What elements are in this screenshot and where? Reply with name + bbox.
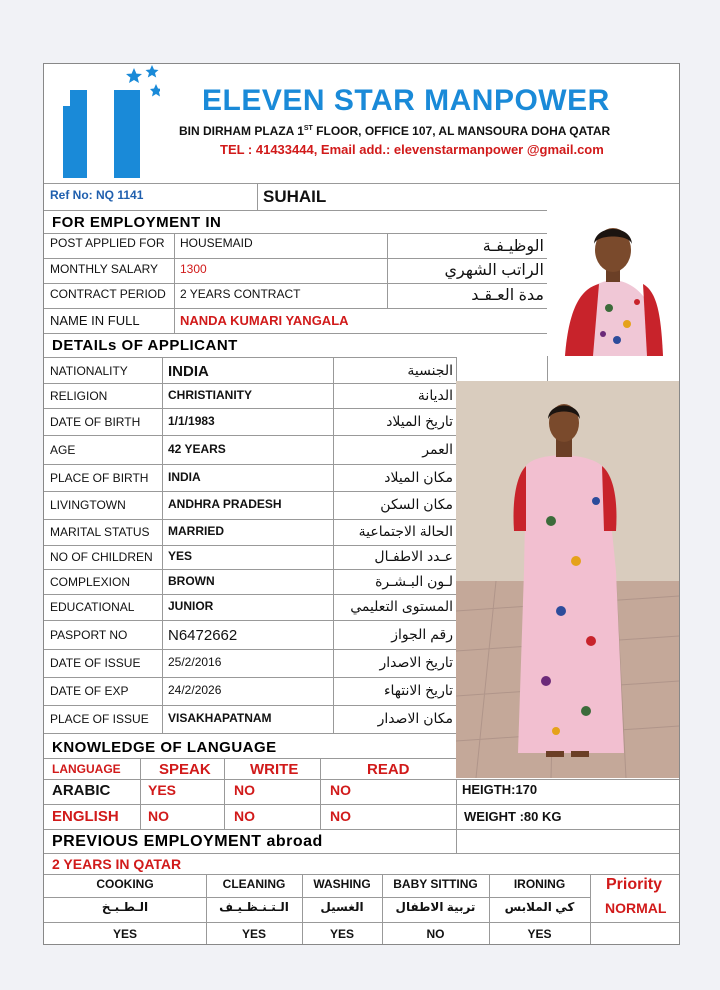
detail-label: DATE OF ISSUE xyxy=(50,656,141,670)
detail-label: RELIGION xyxy=(50,388,108,403)
detail-label: DATE OF BIRTH xyxy=(50,414,141,429)
detail-label-ar: تاريخ الاصدار xyxy=(379,654,453,670)
skill-name-ar: الـطـبـخ xyxy=(101,900,149,914)
detail-label-ar: الديانة xyxy=(417,386,453,403)
detail-value: VISAKHAPATNAM xyxy=(168,711,272,725)
company-logo xyxy=(50,64,160,182)
skill-value: YES xyxy=(241,927,266,941)
detail-label-ar: لـون البـشـرة xyxy=(375,572,453,589)
skill-name-ar: تربية الاطفال xyxy=(395,900,476,914)
detail-label-ar: مكان الاصدار xyxy=(377,710,453,726)
contract-label-ar: مدة العـقـد xyxy=(471,287,544,304)
contract-label: CONTRACT PERIOD xyxy=(50,287,166,301)
height-value: HEIGTH:170 xyxy=(462,782,538,797)
detail-label: PLACE OF BIRTH xyxy=(50,470,149,485)
lang-arabic: ARABIC xyxy=(52,782,111,799)
language-title: KNOWLEDGE OF LANGUAGE xyxy=(52,739,277,756)
detail-label-ar: الجنسية xyxy=(407,361,453,378)
skill-name: CLEANING xyxy=(222,877,286,891)
lang-english: ENGLISH xyxy=(52,808,119,825)
detail-value: 24/2/2026 xyxy=(168,683,222,697)
detail-label: EDUCATIONAL xyxy=(50,600,135,614)
company-address: BIN DIRHAM PLAZA 1ST FLOOR, OFFICE 107, AL MANSOURA DOHA QATAR xyxy=(179,124,611,138)
applicant-short-name: SUHAIL xyxy=(263,187,327,206)
company-contact: TEL : 41433444, Email add.: elevenstarmanpower @gmail.com xyxy=(220,142,604,157)
detail-label-ar: تاريخ الميلاد xyxy=(386,412,453,429)
salary-value: 1300 xyxy=(180,262,207,276)
lang-header-speak: SPEAK xyxy=(159,761,211,778)
detail-value: N6472662 xyxy=(168,626,238,644)
star-icon xyxy=(150,84,160,97)
skill-name: IRONING xyxy=(513,877,566,891)
detail-value: JUNIOR xyxy=(168,599,214,613)
detail-label: COMPLEXION xyxy=(50,574,131,589)
skill-value: YES xyxy=(527,927,552,941)
passport-photo xyxy=(547,184,679,356)
post-label: POST APPLIED FOR xyxy=(50,236,165,250)
star-icon xyxy=(126,68,142,83)
detail-label: PASPORT NO xyxy=(50,627,128,642)
detail-label-ar: الحالة الاجتماعية xyxy=(358,523,453,539)
priority-value: NORMAL xyxy=(605,900,667,916)
fullname-value: NANDA KUMARI YANGALA xyxy=(180,313,349,328)
ref-number: Ref No: NQ 1141 xyxy=(50,188,144,202)
detail-label: AGE xyxy=(50,442,76,457)
full-body-photo xyxy=(456,381,679,778)
detail-value: 25/2/2016 xyxy=(168,655,222,669)
details-title: DETAILs OF APPLICANT xyxy=(52,337,238,354)
skill-value: NO xyxy=(426,927,445,941)
detail-label: DATE OF EXP xyxy=(50,684,129,698)
lang-arabic-write: NO xyxy=(234,782,255,798)
detail-label: PLACE OF ISSUE xyxy=(50,712,149,726)
post-value: HOUSEMAID xyxy=(180,236,253,250)
detail-label-ar: تاريخ الانتهاء xyxy=(383,682,453,698)
detail-label: LIVINGTOWN xyxy=(50,498,126,512)
detail-label-ar: المستوى التعليمي xyxy=(350,598,453,614)
lang-english-speak: NO xyxy=(148,808,169,824)
skill-name: COOKING xyxy=(96,877,154,891)
detail-label-ar: رقم الجواز xyxy=(391,625,453,642)
detail-label-ar: مكان السكن xyxy=(380,496,453,512)
detail-label: NO OF CHILDREN xyxy=(50,550,153,564)
company-name: ELEVEN STAR MANPOWER xyxy=(202,84,610,117)
lang-english-read: NO xyxy=(330,808,351,824)
skill-name-ar: الغسيل xyxy=(320,900,364,914)
detail-label-ar: العمر xyxy=(422,440,453,457)
cv-sheet xyxy=(43,63,680,945)
detail-value: YES xyxy=(168,549,193,563)
skill-name-ar: كي الملابس xyxy=(504,900,575,914)
skill-value: YES xyxy=(329,927,354,941)
detail-value: CHRISTIANITY xyxy=(168,387,252,402)
lang-header-language: LANGUAGE xyxy=(52,762,121,776)
lang-header-read: READ xyxy=(367,761,410,778)
priority-label: Priority xyxy=(606,876,663,893)
previous-experience: 2 YEARS IN QATAR xyxy=(52,856,182,872)
detail-value: MARRIED xyxy=(168,524,224,538)
lang-header-write: WRITE xyxy=(250,761,299,778)
detail-value: 42 YEARS xyxy=(168,441,226,456)
detail-label-ar: مكان الميلاد xyxy=(384,468,453,485)
skill-name-ar: الـتـنـظـيـف xyxy=(219,900,289,914)
fullname-label: NAME IN FULL xyxy=(50,313,140,328)
lang-arabic-read: NO xyxy=(330,782,351,798)
lang-english-write: NO xyxy=(234,808,255,824)
detail-label: NATIONALITY xyxy=(50,363,128,378)
skill-value: YES xyxy=(112,927,137,941)
salary-label: MONTHLY SALARY xyxy=(50,262,159,276)
detail-value: 1/1/1983 xyxy=(168,413,215,428)
star-icon xyxy=(146,65,159,78)
detail-value: ANDHRA PRADESH xyxy=(168,497,282,511)
detail-label: MARITAL STATUS xyxy=(50,525,150,539)
lang-arabic-speak: YES xyxy=(148,782,177,798)
weight-value: WEIGHT :80 KG xyxy=(464,809,562,824)
skill-name: BABY SITTING xyxy=(393,877,478,891)
contract-value: 2 YEARS CONTRACT xyxy=(180,287,301,301)
detail-value: BROWN xyxy=(168,573,215,588)
skill-name: WASHING xyxy=(313,877,371,891)
detail-value: INDIA xyxy=(168,469,201,484)
previous-title: PREVIOUS EMPLOYMENT abroad xyxy=(52,833,323,850)
salary-label-ar: الراتب الشهري xyxy=(444,262,544,279)
detail-value: INDIA xyxy=(168,362,209,380)
employment-title: FOR EMPLOYMENT IN xyxy=(52,214,222,231)
post-label-ar: الوظيـفـة xyxy=(482,238,544,255)
detail-label-ar: عـدد الاطفـال xyxy=(374,548,453,564)
